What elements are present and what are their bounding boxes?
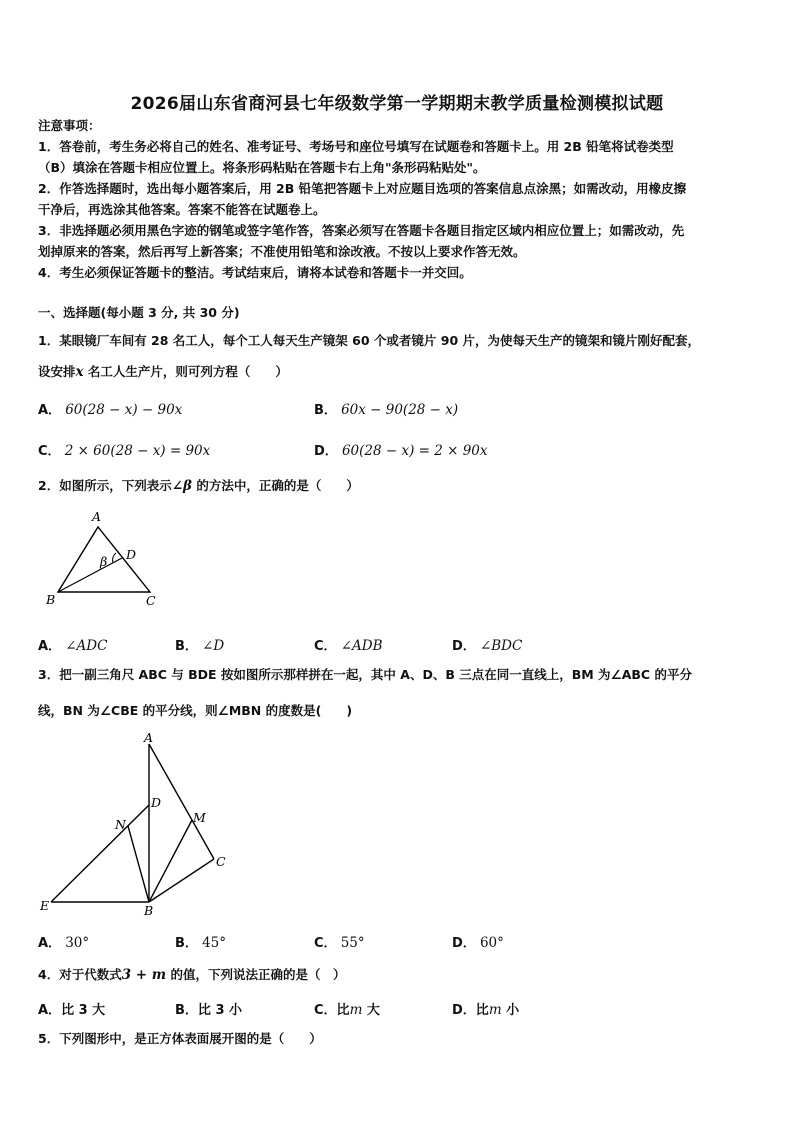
segment-bc: [149, 859, 214, 902]
notice-line: 1．答卷前，考生务必将自己的姓名、准考证号、考场号和座位号填写在试题卷和答题卡上。用 2B 铅笔将试卷类型: [38, 139, 674, 154]
q4-stem: 4．对于代数式3 + m 的值，下列说法正确的是（ ）: [38, 967, 346, 983]
q5-stem: 5．下列图形中，是正方体表面展开图的是（ ）: [38, 1031, 322, 1046]
q3-option-d[interactable]: D． 60°: [452, 935, 504, 951]
q1-option-a[interactable]: A． 60(28 − x) − 90x: [38, 402, 183, 418]
label-d: D: [151, 795, 162, 810]
segment-ed: [51, 805, 149, 902]
label-n: N: [115, 817, 126, 832]
label-e: E: [40, 898, 50, 913]
label-b: B: [46, 592, 56, 607]
q1-option-d[interactable]: D． 60(28 − x) = 2 × 90x: [314, 443, 488, 459]
exam-title: 2026届山东省商河县七年级数学第一学期期末教学质量检测模拟试题: [130, 94, 664, 114]
q2-option-b[interactable]: B． ∠D: [175, 638, 225, 654]
q2-option-c[interactable]: C． ∠ADB: [314, 638, 383, 654]
q1-option-c[interactable]: C． 2 × 60(28 − x) = 90x: [38, 443, 211, 459]
q2-option-d[interactable]: D． ∠BDC: [452, 638, 523, 654]
label-m: M: [193, 810, 206, 825]
notice-line: 3．非选择题必须用黑色字迹的钢笔或签字笔作答，答案必须写在答题卡各题目指定区域内相应位置上；如需改动，先: [38, 223, 685, 238]
q4-option-a[interactable]: A．比 3 大: [38, 1003, 106, 1018]
notice-line: 划掉原来的答案，然后再写上新答案；不准使用铅笔和涂改液。不按以上要求作答无效。: [38, 244, 526, 259]
label-a: A: [144, 730, 154, 745]
notice-line: 干净后，再选涂其他答案。答案不能答在试题卷上。: [38, 202, 326, 217]
segment-bm: [149, 820, 192, 902]
notice-line: （B）填涂在答题卡相应位置上。将条形码粘贴在答题卡右上角"条形码粘贴处"。: [38, 160, 486, 175]
q1-stem-line2: 设安排x 名工人生产片，则可列方程（ ）: [38, 364, 288, 380]
q2-triangle-figure: [40, 512, 170, 612]
q2-stem: 2．如图所示，下列表示∠β 的方法中，正确的是（ ）: [38, 478, 359, 494]
label-c: C: [216, 854, 226, 869]
q3-option-c[interactable]: C． 55°: [314, 935, 365, 951]
q3-option-a[interactable]: A． 30°: [38, 935, 90, 951]
q3-triangle-figure: [35, 730, 235, 920]
label-d: D: [126, 547, 137, 562]
notice-line: 4．考生必须保证答题卡的整洁。考试结束后，请将本试卷和答题卡一并交回。: [38, 265, 472, 280]
label-b: B: [144, 903, 154, 918]
q4-option-b[interactable]: B．比 3 小: [175, 1003, 243, 1018]
label-a: A: [92, 512, 102, 524]
q4-option-c[interactable]: C．比m 大: [314, 1002, 380, 1018]
q3-stem-line1: 3．把一副三角尺 ABC 与 BDE 按如图所示那样拼在一起，其中 A、D、B 三点在同一直线上，BM 为∠ABC 的平分: [38, 667, 692, 682]
notice-line: 2．作答选择题时，选出每小题答案后，用 2B 铅笔把答题卡上对应题目选项的答案信息点涂黑；如需改动，用橡皮擦: [38, 181, 687, 196]
segment-bd: [58, 558, 122, 592]
label-beta: β: [100, 554, 108, 569]
q3-option-b[interactable]: B． 45°: [175, 935, 226, 951]
section-heading: 一、选择题(每小题 3 分, 共 30 分): [38, 305, 240, 320]
q4-option-d[interactable]: D．比m 小: [452, 1002, 520, 1018]
notice-heading: 注意事项：: [38, 118, 101, 133]
segment-bn: [128, 826, 149, 902]
q2-option-a[interactable]: A． ∠ADC: [38, 638, 108, 654]
label-c: C: [146, 593, 156, 608]
q3-stem-line2: 线，BN 为∠CBE 的平分线，则∠MBN 的度数是( ): [38, 703, 353, 718]
q1-option-b[interactable]: B． 60x − 90(28 − x): [314, 402, 459, 418]
q1-stem-line1: 1．某眼镜厂车间有 28 名工人，每个工人每天生产镜架 60 个或者镜片 90 片，为使每天生产的镜架和镜片刚好配套，: [38, 333, 700, 348]
